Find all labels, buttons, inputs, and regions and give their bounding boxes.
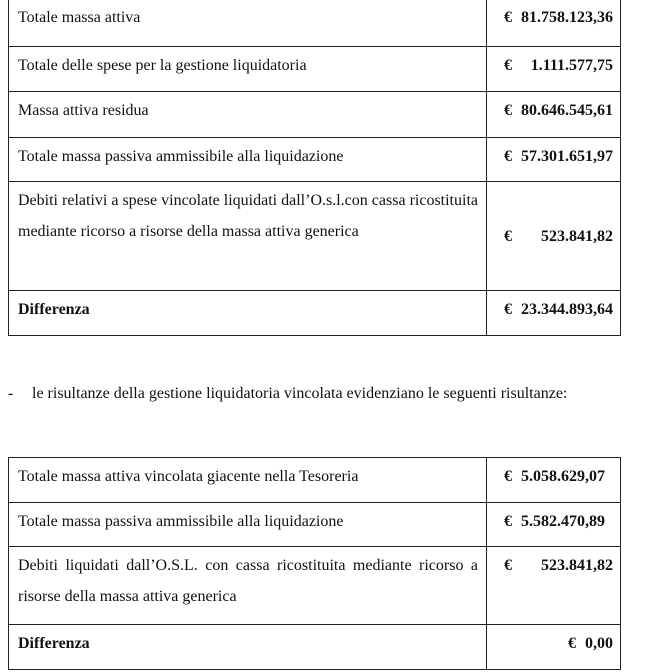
currency-symbol: € (568, 635, 576, 652)
table-row (9, 547, 621, 625)
row-label: Totale massa attiva vincolata giacente nella Tesoreria (9, 458, 487, 503)
bullet-paragraph (8, 383, 567, 405)
table-row (9, 291, 621, 336)
row-label: Differenza (9, 625, 487, 670)
currency-symbol: € (504, 513, 512, 530)
table-row (9, 182, 621, 291)
currency-symbol: € (504, 301, 512, 318)
table-row (9, 503, 621, 547)
row-amount-cell (487, 0, 621, 47)
row-label: Debiti liquidati dall’O.S.L. con cassa ricostituita mediante ricorso a risorse della massa attiva generica (9, 547, 487, 625)
row-amount: 81.758.123,36 (521, 9, 613, 26)
row-amount-cell (487, 138, 621, 182)
row-amount-cell (487, 458, 621, 503)
currency-symbol: € (504, 57, 512, 74)
row-amount: 5.582.470,89 (521, 513, 605, 530)
row-amount: 57.301.651,97 (521, 148, 613, 165)
liquidation-summary-table (8, 0, 621, 336)
row-label: Totale delle spese per la gestione liquidatoria (9, 47, 487, 92)
row-label: Debiti relativi a spese vincolate liquidati dall’O.s.l.con cassa ricostituita mediante ricorso a risorse della massa attiva generica (9, 182, 487, 291)
restricted-liquidation-table (8, 457, 621, 670)
row-label: Massa attiva residua (9, 92, 487, 138)
table-row (9, 0, 621, 47)
row-amount: 0,00 (585, 635, 613, 652)
table-row (9, 458, 621, 503)
table-row (9, 92, 621, 138)
currency-symbol: € (504, 9, 512, 26)
currency-symbol: € (504, 227, 512, 245)
row-label: Totale massa passiva ammissibile alla liquidazione (9, 138, 487, 182)
currency-symbol: € (504, 102, 512, 119)
row-amount-cell (487, 182, 621, 291)
row-amount: 5.058.629,07 (521, 468, 605, 485)
table-row (9, 47, 621, 92)
row-amount-cell (487, 547, 621, 625)
table-row (9, 625, 621, 670)
row-amount: 523.841,82 (541, 227, 613, 245)
table-row (9, 138, 621, 182)
row-amount-cell (487, 47, 621, 92)
row-label: Totale massa attiva (9, 0, 487, 47)
row-label: Differenza (9, 291, 487, 336)
row-amount: 1.111.577,75 (530, 57, 613, 74)
currency-symbol: € (504, 468, 512, 485)
paragraph-text: le risultanze della gestione liquidatoria vincolata evidenziano le seguenti risultanze: (32, 385, 568, 402)
currency-symbol: € (504, 148, 512, 165)
row-amount: 23.344.893,64 (521, 301, 613, 318)
currency-symbol: € (504, 557, 512, 574)
row-label: Totale massa passiva ammissibile alla liquidazione (9, 503, 487, 547)
row-amount-cell (487, 291, 621, 336)
row-amount: 523.841,82 (541, 557, 613, 574)
row-amount-cell (487, 92, 621, 138)
row-amount-cell (487, 625, 621, 670)
row-amount: 80.646.545,61 (521, 102, 613, 119)
row-amount-cell (487, 503, 621, 547)
bullet-dash: - (8, 385, 14, 402)
